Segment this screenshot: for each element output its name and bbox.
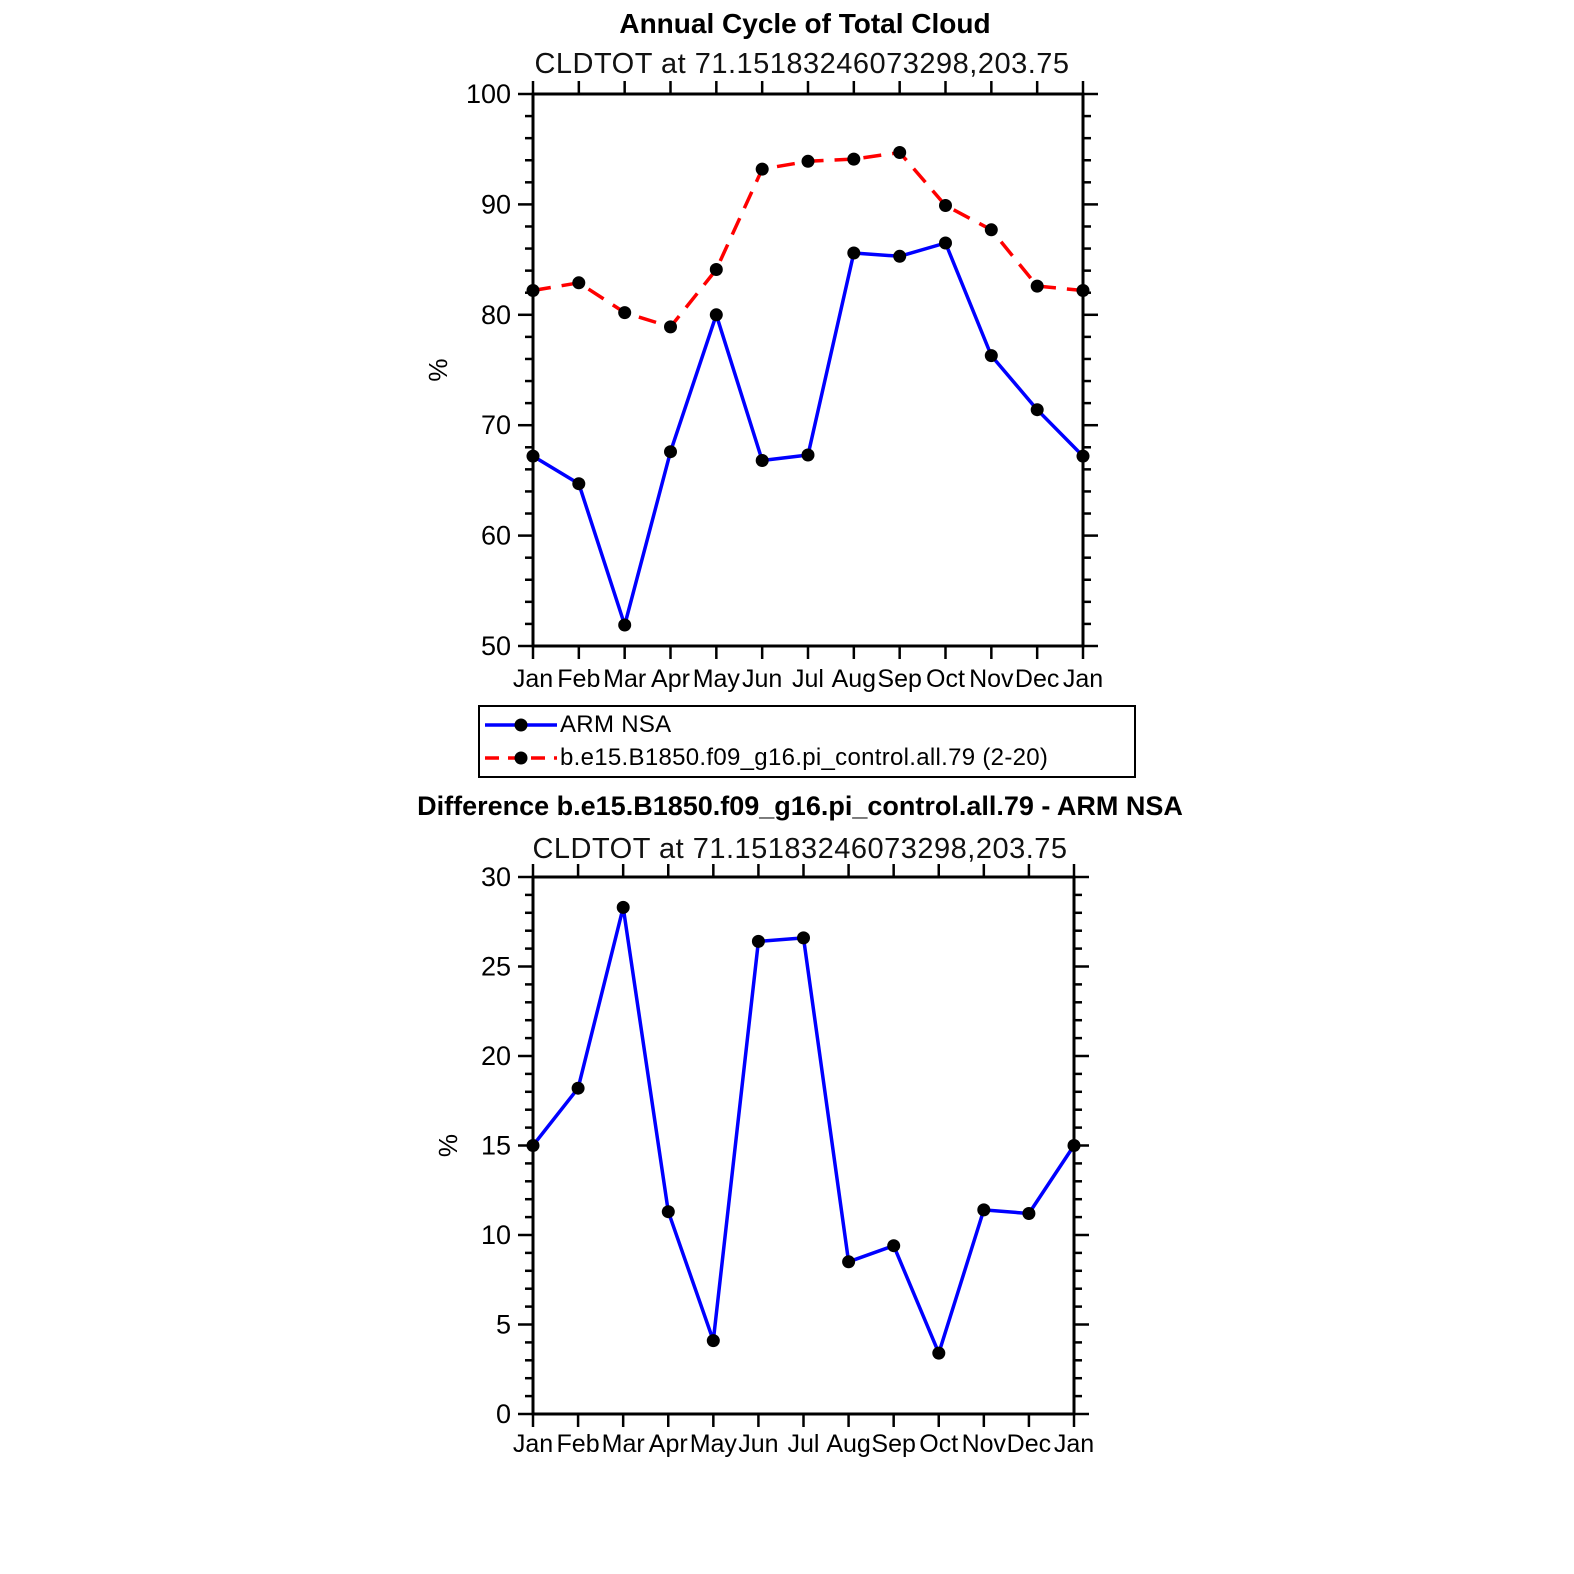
xtick-label: Feb xyxy=(556,1430,600,1458)
ytick-label: 90 xyxy=(480,189,511,220)
xtick-label: Feb xyxy=(557,665,601,693)
xtick-label: May xyxy=(689,1430,737,1458)
xtick-label: Jun xyxy=(742,665,783,693)
ytick-label: 100 xyxy=(465,79,511,109)
ytick-label: 70 xyxy=(480,410,511,441)
ytick-label: 25 xyxy=(480,951,511,982)
ytick-label: 5 xyxy=(495,1309,511,1340)
legend-box xyxy=(478,705,1136,778)
xtick-label: Mar xyxy=(601,1430,645,1458)
ytick-label: 60 xyxy=(480,520,511,551)
chart2-title: Difference b.e15.B1850.f09_g16.pi_control.all.79 - ARM NSA xyxy=(417,791,1183,821)
chart-1-series-0-line xyxy=(533,907,1074,1353)
ytick-label: 15 xyxy=(480,1130,511,1161)
xtick-label: Jul xyxy=(792,665,824,693)
legend-line-sample-solid xyxy=(484,714,558,736)
ytick-label: 0 xyxy=(495,1399,511,1429)
legend-label-arm-nsa: ARM NSA xyxy=(560,711,672,739)
xtick-label: May xyxy=(692,665,740,693)
xtick-label: Apr xyxy=(651,665,690,693)
chart-1 xyxy=(433,862,1094,1458)
xtick-label: Aug xyxy=(826,1430,871,1458)
xtick-label: Jan xyxy=(512,1430,554,1458)
chart-1-series-0-markers xyxy=(527,901,1081,1360)
ytick-label: 80 xyxy=(480,299,511,330)
chart1-subtitle: CLDTOT at 71.15183246073298,203.75 xyxy=(534,48,1070,80)
xtick-label: Jan xyxy=(512,665,554,693)
chart-0 xyxy=(423,79,1103,693)
chart-0-series-0-markers xyxy=(527,237,1090,632)
ytick-label: 30 xyxy=(480,862,511,892)
xtick-label: Sep xyxy=(871,1430,916,1458)
xtick-label: Oct xyxy=(919,1430,959,1458)
ytick-label: 20 xyxy=(480,1041,511,1071)
ytick-label: 50 xyxy=(480,631,511,661)
xtick-label: Aug xyxy=(831,665,877,693)
legend-row-model xyxy=(484,742,1130,774)
xtick-label: Oct xyxy=(926,665,965,693)
legend-line-sample-dashed xyxy=(484,747,558,769)
chart-0-series-1-markers xyxy=(527,146,1090,333)
y-axis-label: % xyxy=(433,1133,463,1158)
chart-0-series-0-line xyxy=(533,243,1083,625)
xtick-label: Jan xyxy=(1062,665,1104,693)
chart2-subtitle: CLDTOT at 71.15183246073298,203.75 xyxy=(532,833,1068,865)
xtick-label: Dec xyxy=(1014,665,1060,693)
xtick-label: Jun xyxy=(738,1430,779,1458)
y-axis-label: % xyxy=(423,358,453,382)
chart1-title: Annual Cycle of Total Cloud xyxy=(619,8,991,39)
legend-label-model: b.e15.B1850.f09_g16.pi_control.all.79 (2-20) xyxy=(560,743,1049,771)
xtick-label: Nov xyxy=(969,665,1014,693)
legend-row-arm-nsa xyxy=(484,709,1130,741)
xtick-label: Nov xyxy=(961,1430,1007,1458)
xtick-label: Mar xyxy=(603,665,647,693)
xtick-label: Jul xyxy=(787,1430,820,1458)
xtick-label: Dec xyxy=(1006,1430,1052,1458)
ytick-label: 10 xyxy=(480,1220,511,1250)
xtick-label: Jan xyxy=(1053,1430,1095,1458)
chart-0-series-1-line xyxy=(533,153,1083,327)
xtick-label: Apr xyxy=(648,1430,688,1458)
xtick-label: Sep xyxy=(877,665,922,693)
